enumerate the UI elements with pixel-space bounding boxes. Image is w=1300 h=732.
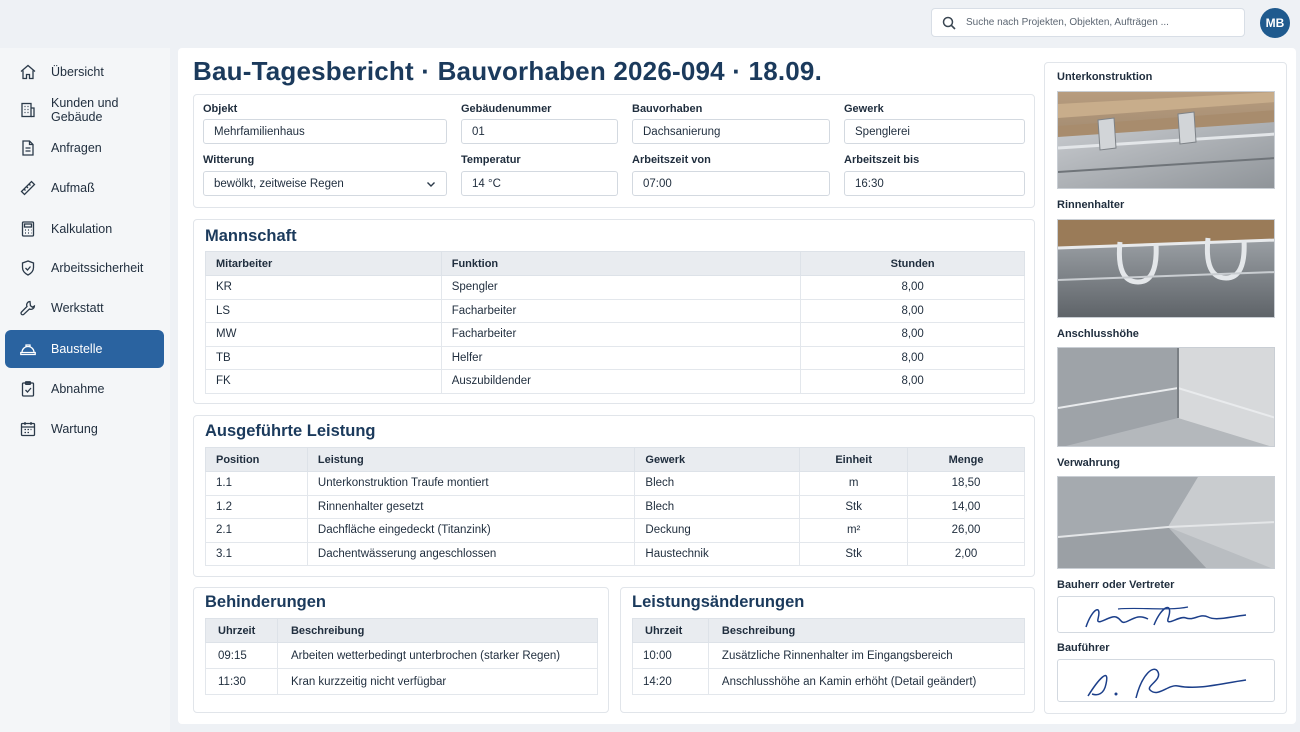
table-row[interactable]	[206, 472, 1025, 496]
sidebar-item-label: Kalkulation	[51, 222, 113, 236]
column-header: Mitarbeiter	[206, 252, 442, 276]
search-icon	[942, 16, 956, 30]
gewerk-label: Gewerk	[844, 103, 884, 115]
sidebar-item-baustelle[interactable]	[5, 330, 164, 368]
calendar-icon	[19, 420, 37, 438]
signature-field-bauherr[interactable]	[1057, 596, 1275, 633]
sidebar-item-kalkulation[interactable]	[5, 210, 164, 248]
photo-label: Unterkonstruktion	[1057, 71, 1153, 83]
sidebar-item-kunden[interactable]	[5, 91, 164, 129]
uhrzeit-cell: 09:15	[206, 643, 278, 669]
beschreibung-cell: Kran kurzzeitig nicht verfügbar	[277, 669, 597, 695]
behinderungen-table	[205, 618, 598, 695]
chevron-down-icon	[426, 179, 436, 189]
aenderungen-table	[632, 618, 1025, 695]
einheit-cell: m²	[800, 519, 908, 543]
sidebar-item-label: Werkstatt	[51, 301, 104, 315]
photo-rinnenhalter[interactable]	[1057, 219, 1275, 318]
search-box[interactable]	[931, 8, 1245, 37]
table-row[interactable]	[206, 323, 1025, 347]
gewerk-cell: Haustechnik	[635, 542, 800, 566]
table-row[interactable]	[633, 643, 1025, 669]
column-header: Menge	[908, 448, 1025, 472]
mitarbeiter-cell: LS	[206, 299, 442, 323]
funktion-cell: Facharbeiter	[441, 323, 801, 347]
menge-cell: 26,00	[908, 519, 1025, 543]
gebaeudenummer-label: Gebäudenummer	[461, 103, 552, 115]
clipboard-check-icon	[19, 380, 37, 398]
sidebar-item-label: Arbeitssicherheit	[51, 261, 144, 275]
table-row[interactable]	[206, 519, 1025, 543]
table-row[interactable]	[206, 299, 1025, 323]
gewerk-cell: Blech	[635, 472, 800, 496]
signature-field-bauleiter[interactable]	[1057, 659, 1275, 702]
signature-label: Bauführer	[1057, 642, 1110, 654]
leistung-title: Ausgeführte Leistung	[205, 422, 376, 440]
menge-cell: 2,00	[908, 542, 1025, 566]
arbeitszeit-bis-field[interactable]: 16:30	[844, 171, 1025, 196]
behinderungen-title: Behinderungen	[205, 593, 327, 611]
position-cell: 1.1	[206, 472, 308, 496]
shield-icon	[19, 259, 37, 277]
signature-label: Bauherr oder Vertreter	[1057, 579, 1175, 591]
table-row[interactable]	[206, 495, 1025, 519]
home-icon	[19, 63, 37, 81]
sidebar-item-label: Wartung	[51, 422, 98, 436]
funktion-cell: Facharbeiter	[441, 299, 801, 323]
sidebar-item-label: Aufmaß	[51, 181, 95, 195]
sidebar-item-aufmass[interactable]	[5, 169, 164, 207]
ruler-icon	[19, 179, 37, 197]
menge-cell: 18,50	[908, 472, 1025, 496]
uhrzeit-cell: 10:00	[633, 643, 709, 669]
bauvorhaben-field[interactable]: Dachsanierung	[632, 119, 830, 144]
sidebar-item-werkstatt[interactable]	[5, 289, 164, 327]
einheit-cell: Stk	[800, 542, 908, 566]
funktion-cell: Spengler	[441, 276, 801, 300]
table-row[interactable]	[633, 669, 1025, 695]
sidebar-item-wartung[interactable]	[5, 410, 164, 448]
table-row[interactable]	[206, 643, 598, 669]
sidebar-item-anfragen[interactable]	[5, 129, 164, 167]
objekt-label: Objekt	[203, 103, 238, 115]
avatar[interactable]: MB	[1260, 8, 1290, 38]
stunden-cell: 8,00	[801, 370, 1025, 394]
beschreibung-cell: Zusätzliche Rinnenhalter im Eingangsbereich	[708, 643, 1024, 669]
column-header: Uhrzeit	[206, 619, 278, 643]
column-header: Uhrzeit	[633, 619, 709, 643]
stunden-cell: 8,00	[801, 276, 1025, 300]
sidebar-item-label: Kunden und Gebäude	[51, 96, 119, 124]
table-row[interactable]	[206, 669, 598, 695]
photo-verwahrung[interactable]	[1057, 476, 1275, 569]
leistung-cell: Dachfläche eingedeckt (Titanzink)	[307, 519, 635, 543]
position-cell: 1.2	[206, 495, 308, 519]
mitarbeiter-cell: MW	[206, 323, 442, 347]
sidebar-item-abnahme[interactable]	[5, 370, 164, 408]
witterung-select[interactable]	[203, 171, 447, 196]
position-cell: 2.1	[206, 519, 308, 543]
column-header: Einheit	[800, 448, 908, 472]
helmet-icon	[19, 340, 37, 358]
bauvorhaben-label: Bauvorhaben	[632, 103, 703, 115]
mannschaft-title: Mannschaft	[205, 227, 297, 245]
einheit-cell: Stk	[800, 495, 908, 519]
search-input[interactable]	[966, 17, 1226, 28]
funktion-cell: Helfer	[441, 346, 801, 370]
sidebar-item-label: Baustelle	[51, 342, 103, 356]
arbeitszeit-von-field[interactable]: 07:00	[632, 171, 830, 196]
funktion-cell: Auszubildender	[441, 370, 801, 394]
uhrzeit-cell: 11:30	[206, 669, 278, 695]
column-header: Gewerk	[635, 448, 800, 472]
photo-label: Verwahrung	[1057, 457, 1120, 469]
leistung-cell: Dachentwässerung angeschlossen	[307, 542, 635, 566]
signature-image	[1058, 660, 1276, 703]
column-header: Beschreibung	[277, 619, 597, 643]
sidebar-item-label: Übersicht	[51, 65, 104, 79]
photo-anschlusshoehe[interactable]	[1057, 347, 1275, 447]
uhrzeit-cell: 14:20	[633, 669, 709, 695]
gewerk-field[interactable]: Spenglerei	[844, 119, 1025, 144]
beschreibung-cell: Anschlusshöhe an Kamin erhöht (Detail geändert)	[708, 669, 1024, 695]
mitarbeiter-cell: KR	[206, 276, 442, 300]
sidebar-item-arbeitssicherheit[interactable]	[5, 249, 164, 287]
mitarbeiter-cell: FK	[206, 370, 442, 394]
table-row[interactable]	[206, 370, 1025, 394]
wrench-icon	[19, 299, 37, 317]
beschreibung-cell: Arbeiten wetterbedingt unterbrochen (starker Regen)	[277, 643, 597, 669]
building-icon	[19, 101, 37, 119]
aenderungen-title: Leistungsänderungen	[632, 593, 805, 611]
page-title: Bau-Tagesbericht · Bauvorhaben 2026-094 · 18.09.	[193, 56, 823, 86]
column-header: Position	[206, 448, 308, 472]
position-cell: 3.1	[206, 542, 308, 566]
gebaeudenummer-field[interactable]: 01	[461, 119, 618, 144]
table-row[interactable]	[206, 542, 1025, 566]
column-header: Stunden	[801, 252, 1025, 276]
column-header: Funktion	[441, 252, 801, 276]
einheit-cell: m	[800, 472, 908, 496]
temperatur-label: Temperatur	[461, 154, 521, 166]
gewerk-cell: Deckung	[635, 519, 800, 543]
stunden-cell: 8,00	[801, 299, 1025, 323]
table-row[interactable]	[206, 276, 1025, 300]
arbeitszeit-bis-label: Arbeitszeit bis	[844, 154, 920, 166]
leistung-table	[205, 447, 1025, 566]
photo-unterkonstruktion[interactable]	[1057, 91, 1275, 189]
mitarbeiter-cell: TB	[206, 346, 442, 370]
calculator-icon	[19, 220, 37, 238]
leistung-cell: Unterkonstruktion Traufe montiert	[307, 472, 635, 496]
sidebar-item-label: Abnahme	[51, 382, 105, 396]
witterung-value: bewölkt, zeitweise Regen	[214, 177, 344, 190]
gewerk-cell: Blech	[635, 495, 800, 519]
mannschaft-table	[205, 251, 1025, 394]
temperatur-field[interactable]: 14 °C	[461, 171, 618, 196]
table-row[interactable]	[206, 346, 1025, 370]
signature-image	[1058, 597, 1276, 634]
column-header: Beschreibung	[708, 619, 1024, 643]
sidebar-item-uebersicht[interactable]	[5, 53, 164, 91]
sidebar-item-label: Anfragen	[51, 141, 102, 155]
arbeitszeit-von-label: Arbeitszeit von	[632, 154, 711, 166]
stunden-cell: 8,00	[801, 323, 1025, 347]
column-header: Leistung	[307, 448, 635, 472]
photo-label: Anschlusshöhe	[1057, 328, 1139, 340]
document-icon	[19, 139, 37, 157]
menge-cell: 14,00	[908, 495, 1025, 519]
top-bar	[0, 0, 1300, 46]
photo-label: Rinnenhalter	[1057, 199, 1125, 211]
objekt-field[interactable]: Mehrfamilienhaus	[203, 119, 447, 144]
stunden-cell: 8,00	[801, 346, 1025, 370]
leistung-cell: Rinnenhalter gesetzt	[307, 495, 635, 519]
witterung-label: Witterung	[203, 154, 255, 166]
